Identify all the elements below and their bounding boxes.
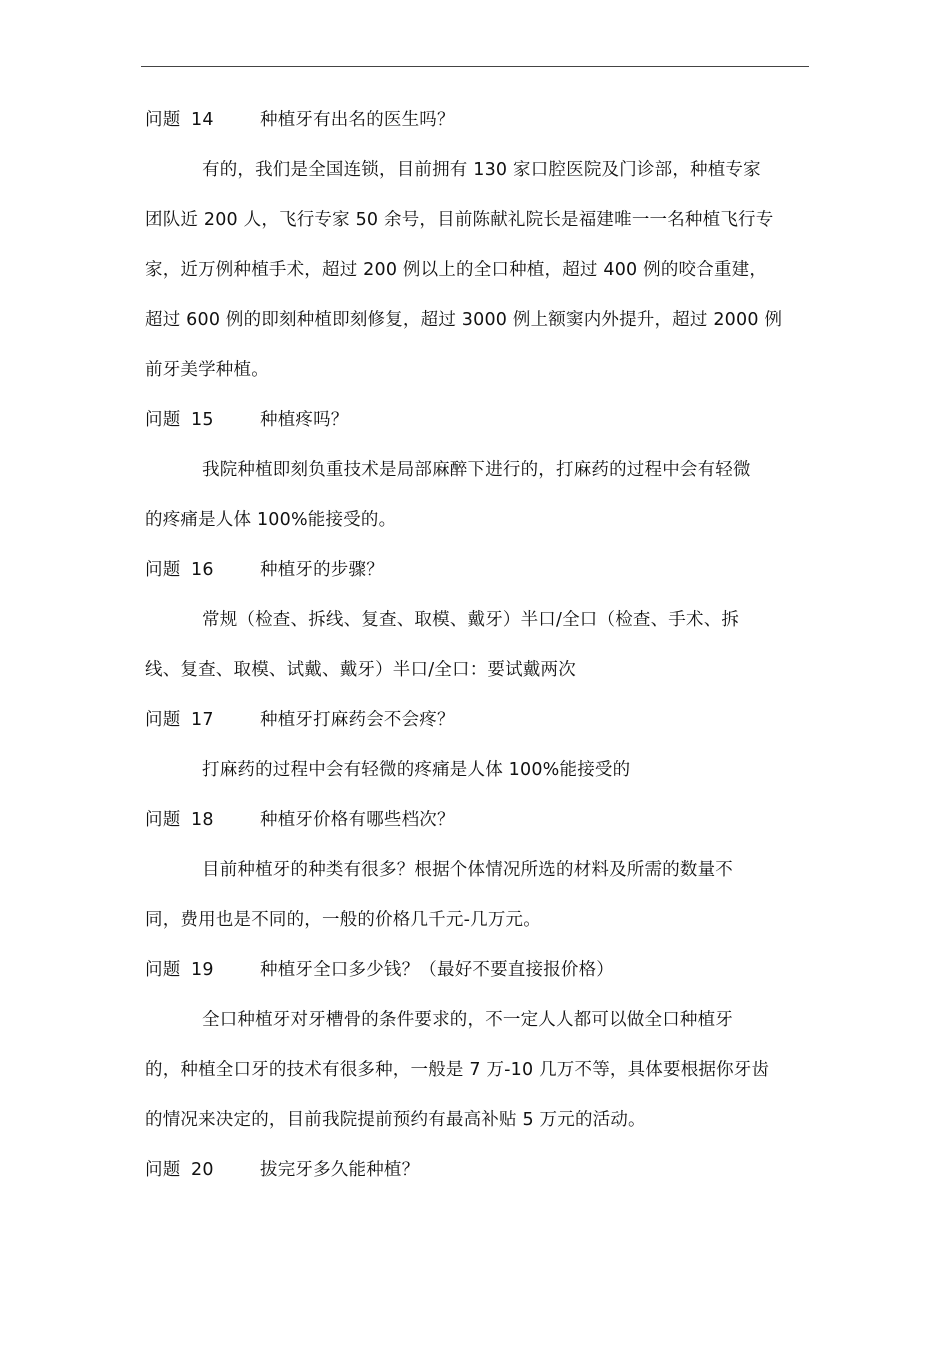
answer-first-line: 常规（检查、拆线、复查、取模、戴牙）半口/全口（检查、手术、拆	[202, 610, 740, 630]
answer-line: 的疼痛是人体 100%能接受的。	[145, 510, 397, 530]
answer-line: 线、复查、取模、试戴、戴牙）半口/全口：要试戴两次	[145, 660, 576, 680]
question-number: 17	[191, 710, 214, 730]
question-label: 问题	[145, 960, 181, 980]
question-number: 16	[191, 560, 214, 580]
answer-line: 超过 600 例的即刻种植即刻修复，超过 3000 例上额窦内外提升，超过 2000 例	[145, 310, 783, 330]
header-rule	[141, 66, 809, 67]
question-text: 种植疼吗？	[260, 410, 349, 430]
question-text: 种植牙价格有哪些档次？	[260, 810, 455, 830]
question-label: 问题	[145, 1160, 181, 1180]
answer-line: 家，近万例种植手术，超过 200 例以上的全口种植，超过 400 例的咬合重建，	[145, 260, 768, 280]
question-number: 19	[191, 960, 214, 980]
answer-first-line: 有的，我们是全国连锁，目前拥有 130 家口腔医院及门诊部，种植专家	[202, 160, 761, 180]
answer-line: 同，费用也是不同的，一般的价格几千元-几万元。	[145, 910, 541, 930]
answer-first-line: 目前种植牙的种类有很多？根据个体情况所选的材料及所需的数量不	[202, 860, 733, 880]
question-number: 18	[191, 810, 214, 830]
answer-line: 的，种植全口牙的技术有很多种，一般是 7 万-10 几万不等，具体要根据你牙齿	[145, 1060, 770, 1080]
question-text: 拔完牙多久能种植？	[260, 1160, 420, 1180]
question-label: 问题	[145, 410, 181, 430]
question-label: 问题	[145, 110, 181, 130]
answer-line: 前牙美学种植。	[145, 360, 269, 380]
answer-line: 团队近 200 人，飞行专家 50 余号，目前陈献礼院长是福建唯一一名种植飞行专	[145, 210, 774, 230]
question-label: 问题	[145, 710, 181, 730]
question-label: 问题	[145, 560, 181, 580]
answer-first-line: 我院种植即刻负重技术是局部麻醉下进行的，打麻药的过程中会有轻微	[202, 460, 751, 480]
answer-line: 的情况来决定的，目前我院提前预约有最高补贴 5 万元的活动。	[145, 1110, 646, 1130]
question-text: 种植牙打麻药会不会疼？	[260, 710, 455, 730]
question-text: 种植牙有出名的医生吗？	[260, 110, 455, 130]
question-number: 14	[191, 110, 214, 130]
question-number: 15	[191, 410, 214, 430]
question-label: 问题	[145, 810, 181, 830]
answer-first-line: 全口种植牙对牙槽骨的条件要求的，不一定人人都可以做全口种植牙	[202, 1010, 733, 1030]
question-text: 种植牙的步骤？	[260, 560, 384, 580]
question-text: 种植牙全口多少钱？（最好不要直接报价格）	[260, 960, 614, 980]
answer-first-line: 打麻药的过程中会有轻微的疼痛是人体 100%能接受的	[202, 760, 631, 780]
question-number: 20	[191, 1160, 214, 1180]
